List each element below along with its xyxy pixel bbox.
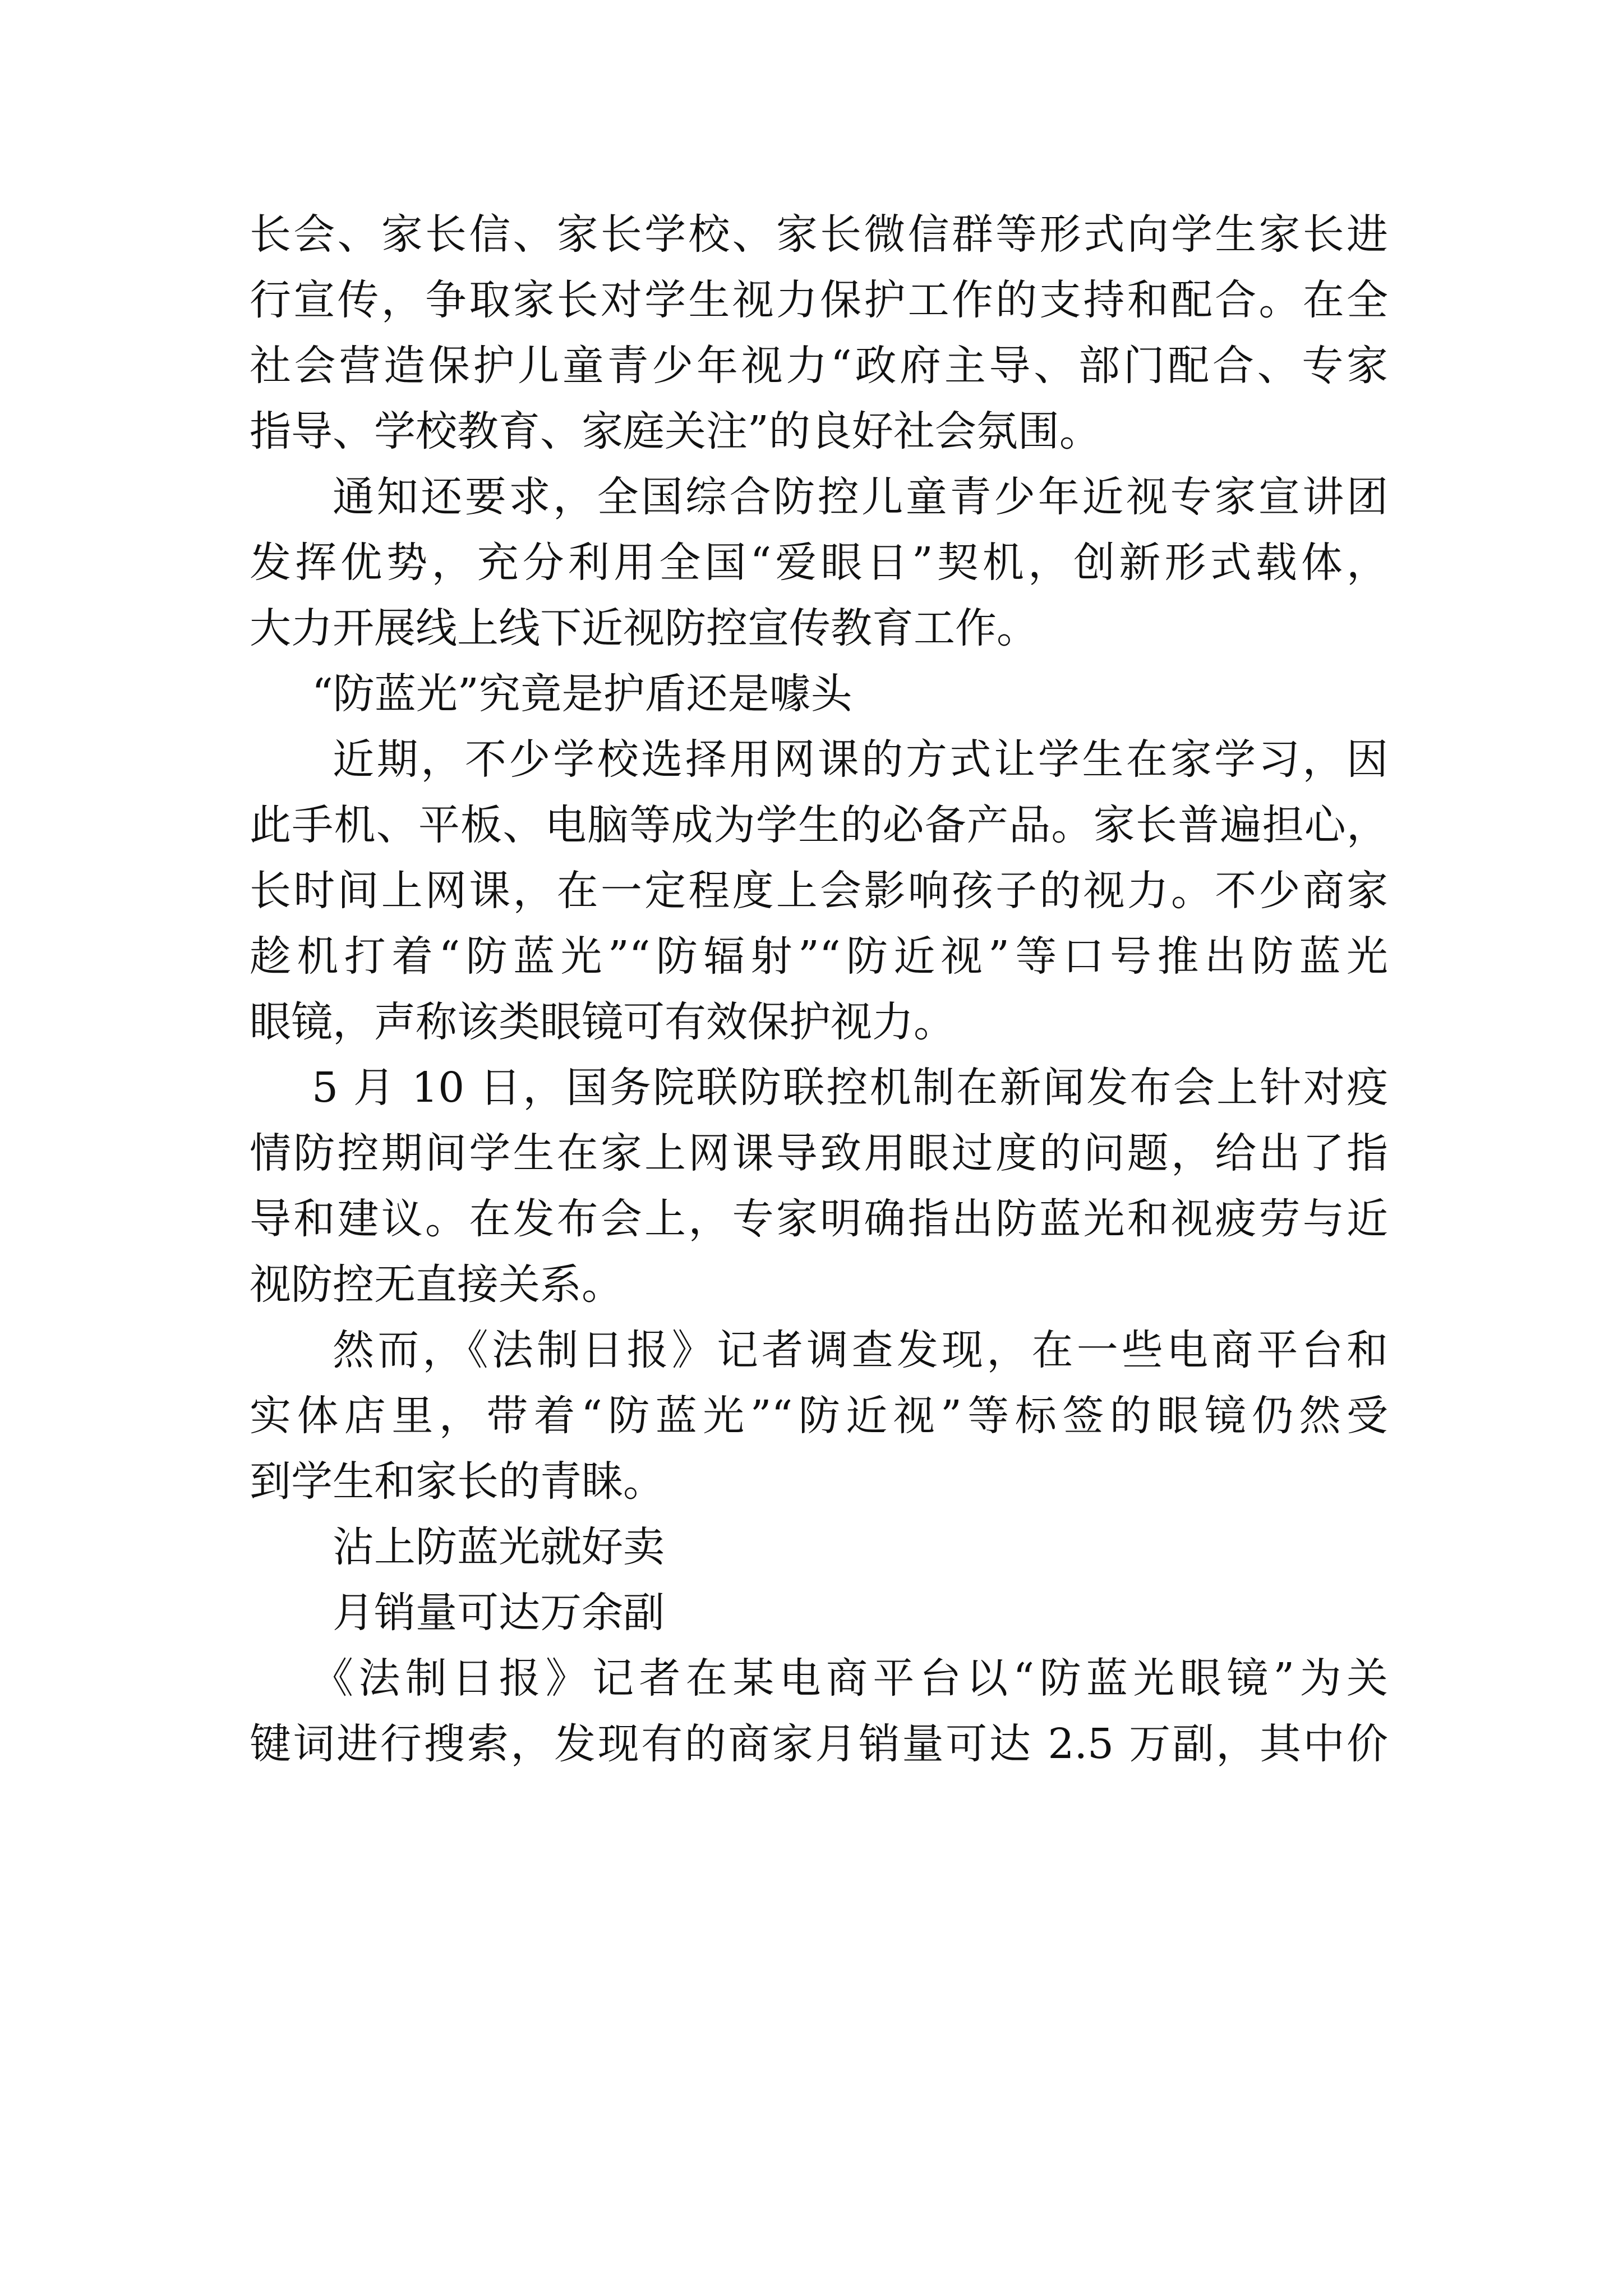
text-line: 《法制日报》记者在某电商平台以“防蓝光眼镜”为关 — [312, 1654, 1388, 1703]
text-line: 发挥优势，充分利用全国“爱眼日”契机，创新形式载体， — [250, 539, 1388, 587]
text-line: 社会营造保护儿童青少年视力“政府主导、部门配合、专家 — [250, 342, 1388, 390]
text-line: 情防控期间学生在家上网课导致用眼过度的问题，给出了指 — [250, 1129, 1388, 1177]
text-line: 眼镜，声称该类眼镜可有效保护视力。 — [250, 998, 955, 1046]
text-line: 通知还要求，全国综合防控儿童青少年近视专家宣讲团 — [333, 473, 1388, 521]
text-line: 趁机打着“防蓝光”“防辐射”“防近视”等口号推出防蓝光 — [250, 932, 1388, 981]
text-line: 沾上防蓝光就好卖 — [333, 1523, 665, 1571]
text-line: 指导、学校教育、家庭关注”的良好社会氛围。 — [250, 407, 1101, 455]
document-body — [250, 202, 1388, 1777]
text-line: “防蓝光”究竟是护盾还是噱头 — [312, 670, 852, 718]
text-line: 月销量可达万余副 — [333, 1589, 665, 1637]
text-line: 导和建议。在发布会上，专家明确指出防蓝光和视疲劳与近 — [250, 1195, 1388, 1243]
text-line: 实体店里，带着“防蓝光”“防近视”等标签的眼镜仍然受 — [250, 1392, 1388, 1440]
text-line: 5 月 10 日，国务院联防联控机制在新闻发布会上针对疫 — [312, 1064, 1388, 1112]
text-line: 键词进行搜索，发现有的商家月销量可达 2.5 万副，其中价 — [250, 1720, 1388, 1768]
text-line: 视防控无直接关系。 — [250, 1260, 623, 1309]
text-line: 近期，不少学校选择用网课的方式让学生在家学习，因 — [333, 735, 1388, 784]
text-line: 到学生和家长的青睐。 — [250, 1457, 665, 1506]
text-line: 大力开展线上线下近视防控宣传教育工作。 — [250, 604, 1038, 652]
text-line: 然而，《法制日报》记者调查发现，在一些电商平台和 — [333, 1326, 1388, 1374]
text-line: 行宣传，争取家长对学生视力保护工作的支持和配合。在全 — [250, 276, 1388, 324]
text-line: 此手机、平板、电脑等成为学生的必备产品。家长普遍担心， — [250, 801, 1388, 849]
text-line: 长会、家长信、家长学校、家长微信群等形式向学生家长进 — [250, 210, 1388, 259]
text-line: 长时间上网课，在一定程度上会影响孩子的视力。不少商家 — [250, 867, 1388, 915]
